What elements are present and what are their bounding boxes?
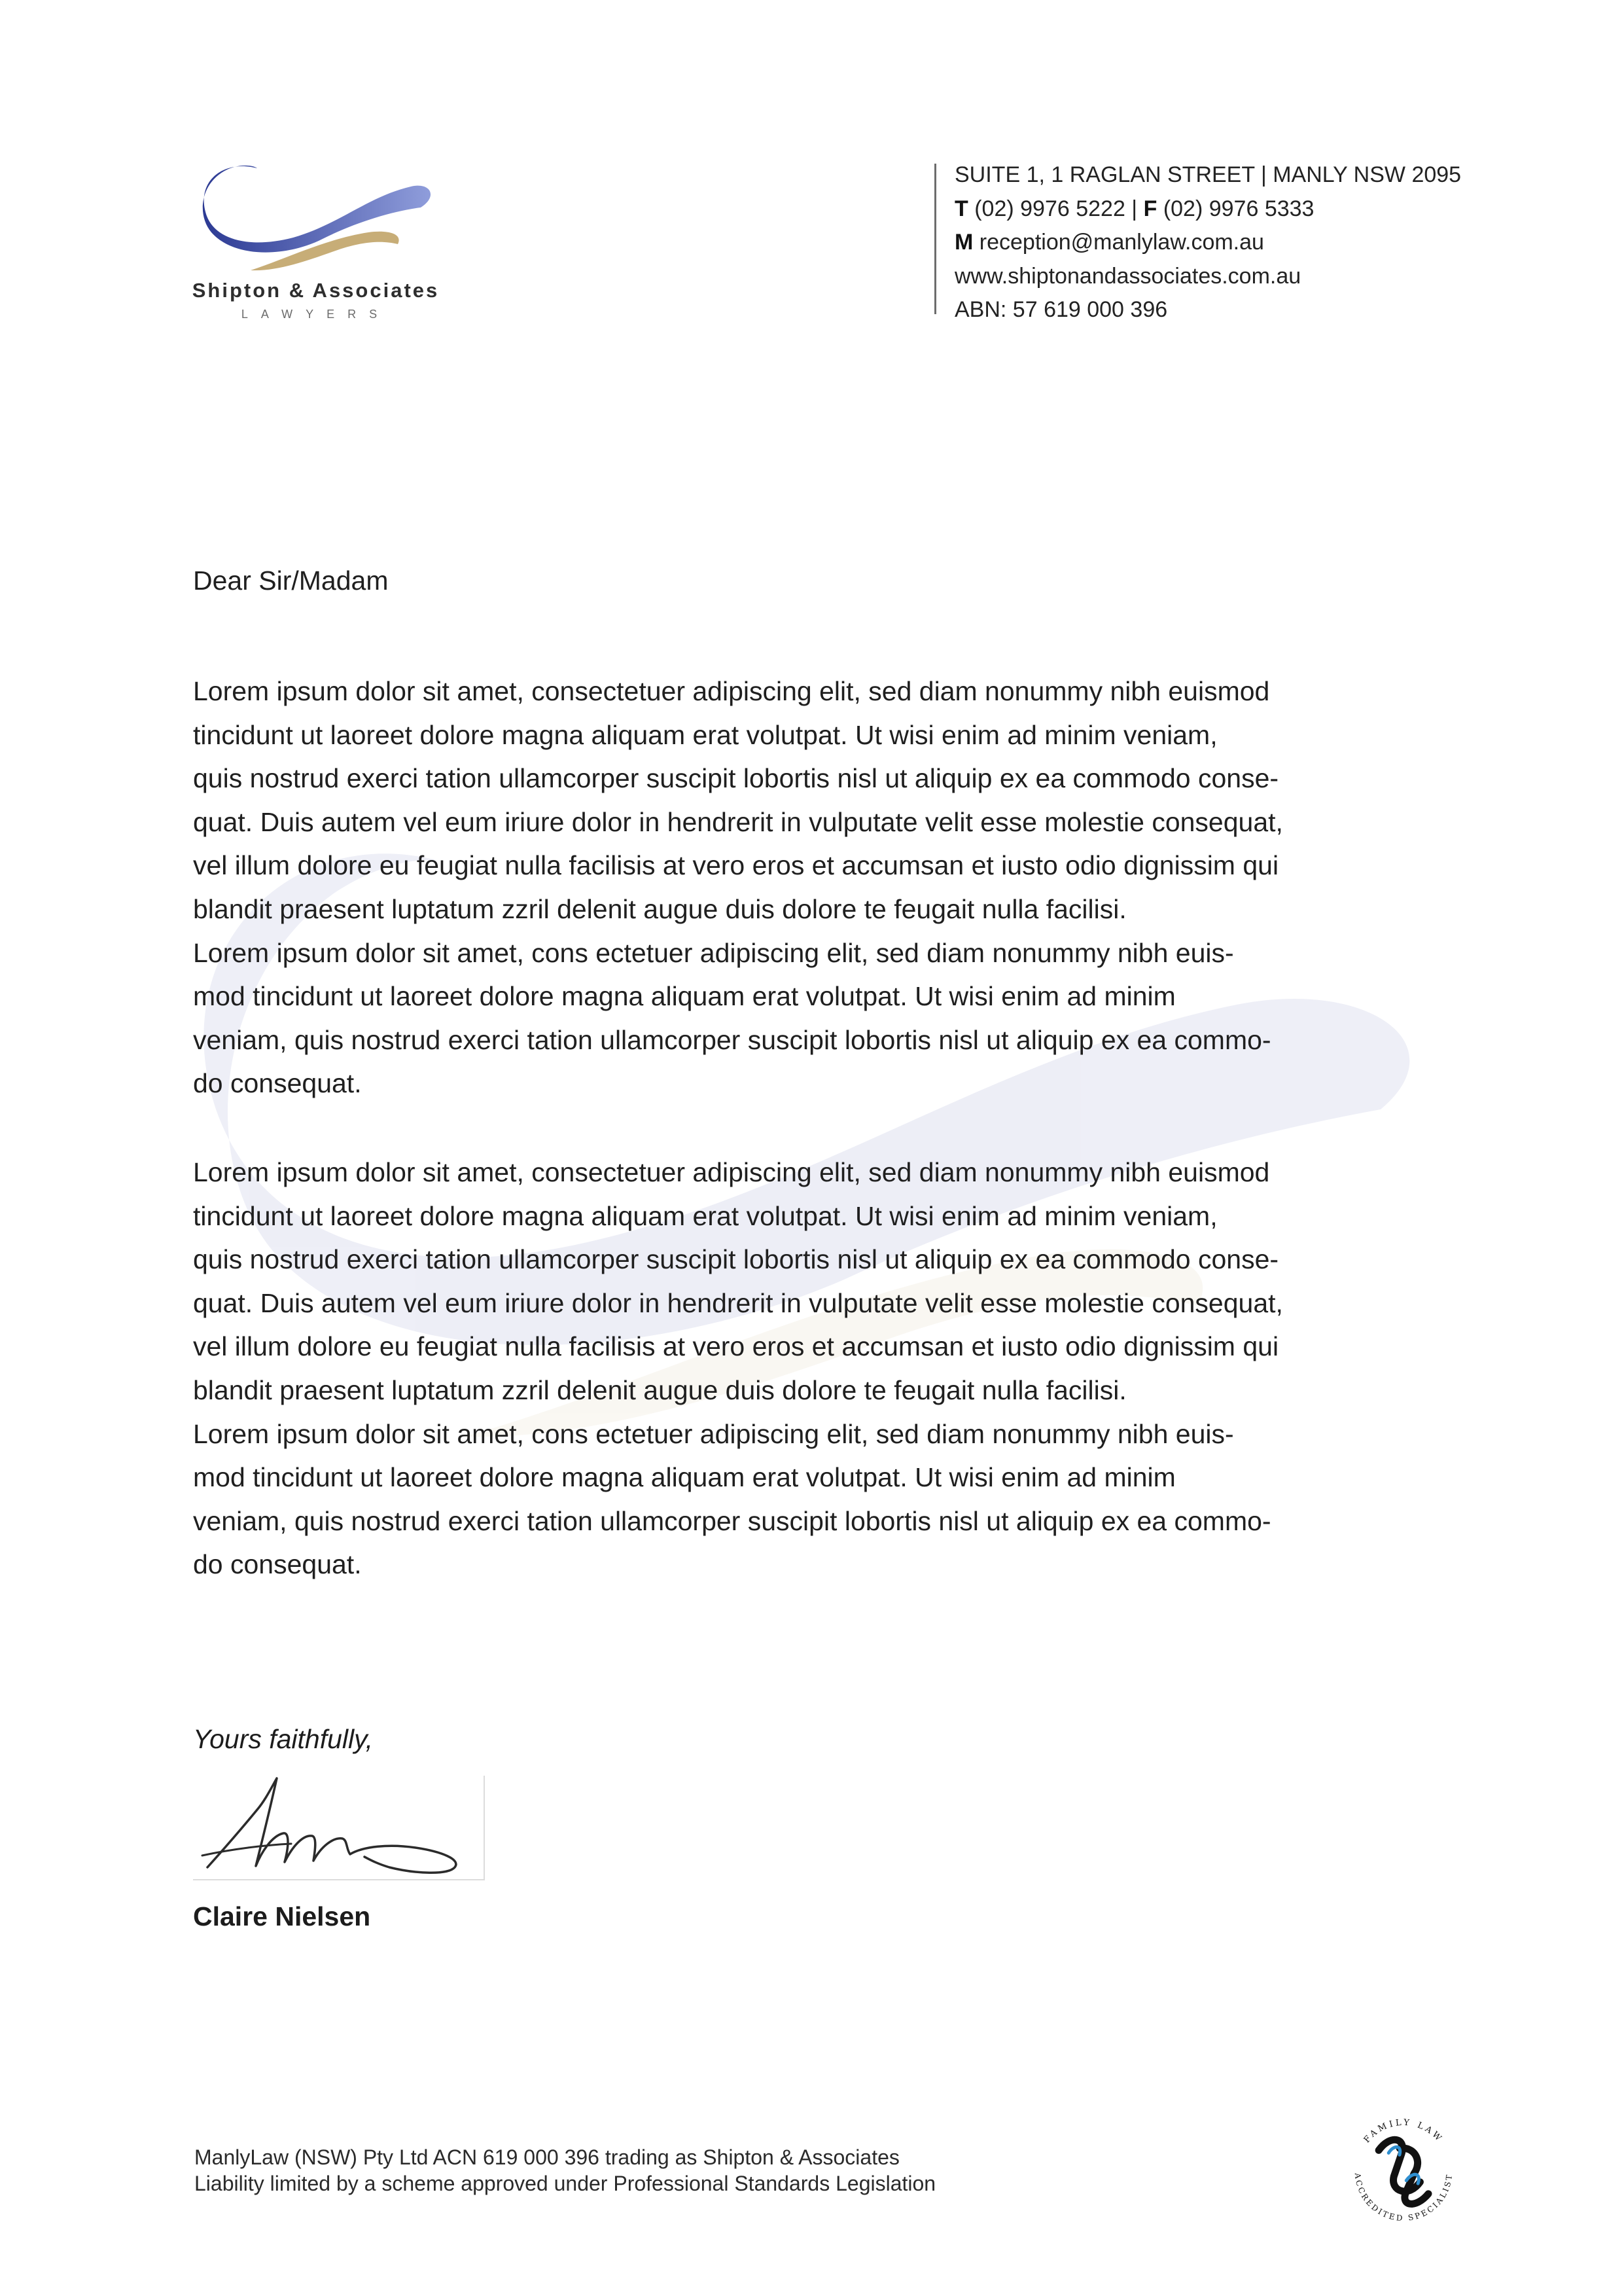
- body-line: Lorem ipsum dolor sit amet, cons ectetuer adipiscing elit, sed diam nonummy nibh euis-: [193, 1418, 1234, 1449]
- body-line: do consequat.: [193, 1549, 362, 1580]
- contact-website: www.shiptonandassociates.com.au: [955, 263, 1301, 289]
- body-line: blandit praesent luptatum zzril delenit augue duis dolore te feugait nulla facilisi.: [193, 893, 1127, 924]
- body-line: quat. Duis autem vel eum iriure dolor in hendrerit in vulputate velit esse molestie consequat,: [193, 1287, 1283, 1318]
- contact-abn: ABN: 57 619 000 396: [955, 297, 1168, 322]
- body-line: veniam, quis nostrud exerci tation ullamcorper suscipit lobortis nisl ut aliquip ex ea commo-: [193, 1024, 1271, 1055]
- signatory-name: Claire Nielsen: [193, 1901, 371, 1931]
- phone-number: (02) 9976 5222 |: [968, 196, 1144, 221]
- mobile-label: M: [955, 230, 974, 255]
- body-paragraph: [193, 670, 1456, 1105]
- body-line: Lorem ipsum dolor sit amet, cons ectetuer adipiscing elit, sed diam nonummy nibh euis-: [193, 937, 1234, 968]
- body-line: blandit praesent luptatum zzril delenit augue duis dolore te feugait nulla facilisi.: [193, 1374, 1127, 1405]
- seal-top-text: FAMILY LAW: [1362, 2117, 1445, 2145]
- body-line: vel illum dolore eu feugiat nulla facilisis at vero eros et accumsan et iusto odio dignissim qui: [193, 850, 1279, 881]
- footer-line: ManlyLaw (NSW) Pty Ltd ACN 619 000 396 trading as Shipton & Associates: [194, 2145, 900, 2169]
- fax-label: F: [1143, 196, 1157, 221]
- body-line: vel illum dolore eu feugiat nulla facilisis at vero eros et accumsan et iusto odio dignissim qui: [193, 1331, 1279, 1362]
- seal-bottom-text: ACCREDITED SPECIALIST: [1352, 2172, 1455, 2223]
- body-line: veniam, quis nostrud exerci tation ullamcorper suscipit lobortis nisl ut aliquip ex ea commo-: [193, 1505, 1271, 1536]
- footer-line: Liability limited by a scheme approved under Professional Standards Legislation: [194, 2172, 936, 2195]
- body-line: do consequat.: [193, 1068, 362, 1099]
- body-line: mod tincidunt ut laoreet dolore magna aliquam erat volutpat. Ut wisi enim ad minim: [193, 981, 1176, 1012]
- contact-address: SUITE 1, 1 RAGLAN STREET | MANLY NSW 2095: [955, 162, 1462, 187]
- phone-label: T: [955, 196, 968, 221]
- firm-logo-icon: [195, 160, 437, 275]
- email-address: reception@manlylaw.com.au: [973, 230, 1264, 255]
- body-line: mod tincidunt ut laoreet dolore magna aliquam erat volutpat. Ut wisi enim ad minim: [193, 1462, 1176, 1493]
- body-line: tincidunt ut laoreet dolore magna aliquam erat volutpat. Ut wisi enim ad minim veniam,: [193, 719, 1218, 750]
- contact-block: [955, 158, 1609, 327]
- firm-tagline: LAWYERS: [241, 308, 391, 321]
- accreditation-seal-icon: [1338, 2104, 1469, 2235]
- body-line: quis nostrud exerci tation ullamcorper suscipit lobortis nisl ut aliquip ex ea commodo conse-: [193, 1244, 1279, 1275]
- body-paragraph: [193, 1151, 1456, 1587]
- body-line: quat. Duis autem vel eum iriure dolor in hendrerit in vulputate velit esse molestie consequat,: [193, 806, 1283, 837]
- signature-image: [193, 1776, 485, 1880]
- body-line: Lorem ipsum dolor sit amet, consectetuer adipiscing elit, sed diam nonummy nibh euismod: [193, 1157, 1270, 1187]
- salutation: Dear Sir/Madam: [193, 565, 389, 596]
- firm-name: Shipton & Associates: [192, 279, 440, 302]
- contact-divider: [934, 164, 936, 314]
- body-line: quis nostrud exerci tation ullamcorper suscipit lobortis nisl ut aliquip ex ea commodo conse-: [193, 763, 1279, 794]
- body-line: tincidunt ut laoreet dolore magna aliquam erat volutpat. Ut wisi enim ad minim veniam,: [193, 1200, 1218, 1231]
- footer-legal: [194, 2144, 936, 2197]
- fax-number: (02) 9976 5333: [1157, 196, 1315, 221]
- contact-phone-line: [955, 192, 1609, 226]
- contact-email-line: [955, 226, 1609, 260]
- closing-line: Yours faithfully,: [193, 1724, 373, 1754]
- body-line: Lorem ipsum dolor sit amet, consectetuer adipiscing elit, sed diam nonummy nibh euismod: [193, 676, 1270, 706]
